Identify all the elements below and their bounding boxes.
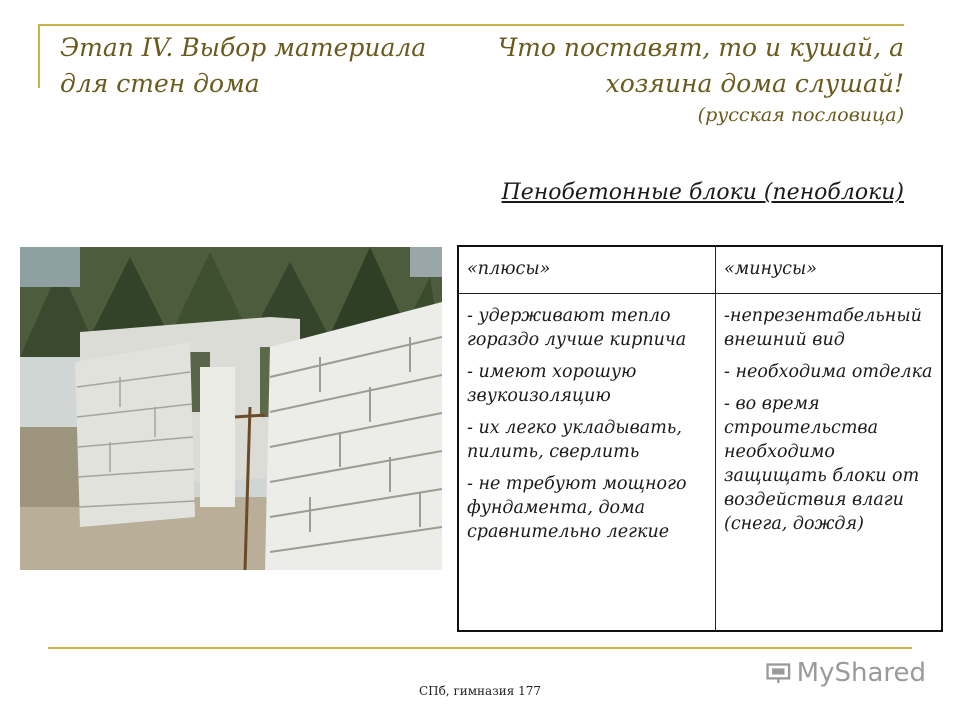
pros-header: «плюсы»	[458, 246, 716, 294]
proverb: Что поставят, то и кушай, а хозяина дома слушай!	[497, 33, 904, 98]
cons-header: «минусы»	[716, 246, 943, 294]
bottom-divider	[48, 647, 912, 649]
stage-title: Этап IV. Выбор материала для стен дома	[60, 33, 427, 98]
table-header-row	[458, 246, 942, 294]
pros-item: - их легко укладывать, пилить, сверлить	[467, 418, 682, 462]
pros-item: - имеют хорошую звукоизоляцию	[467, 362, 637, 406]
cons-item: - во время строительства необходимо защищать блоки от воздействия влаги (снега, дождя)	[724, 394, 920, 534]
proverb-source: (русская пословица)	[697, 104, 904, 126]
footer-text: СПб, гимназия 177	[418, 684, 542, 698]
pros-cons-table	[457, 245, 943, 632]
foam-block-house-photo	[20, 247, 442, 570]
pros-cell	[458, 294, 716, 632]
cons-cell	[716, 294, 943, 632]
pros-item: - не требуют мощного фундамента, дома сравнительно легкие	[467, 474, 687, 542]
presentation-icon	[766, 659, 791, 687]
watermark-logo	[766, 656, 926, 690]
logo-text: MyShared	[796, 658, 926, 688]
section-subtitle: Пенобетонные блоки (пеноблоки)	[501, 180, 904, 205]
cons-item: - необходима отделка	[724, 362, 933, 382]
pros-item: - удерживают тепло гораздо лучше кирпича	[467, 306, 687, 350]
left-divider	[38, 24, 40, 88]
top-divider	[38, 24, 904, 26]
cons-item: -непрезентабельный внешний вид	[724, 306, 922, 350]
table-row	[458, 294, 942, 632]
